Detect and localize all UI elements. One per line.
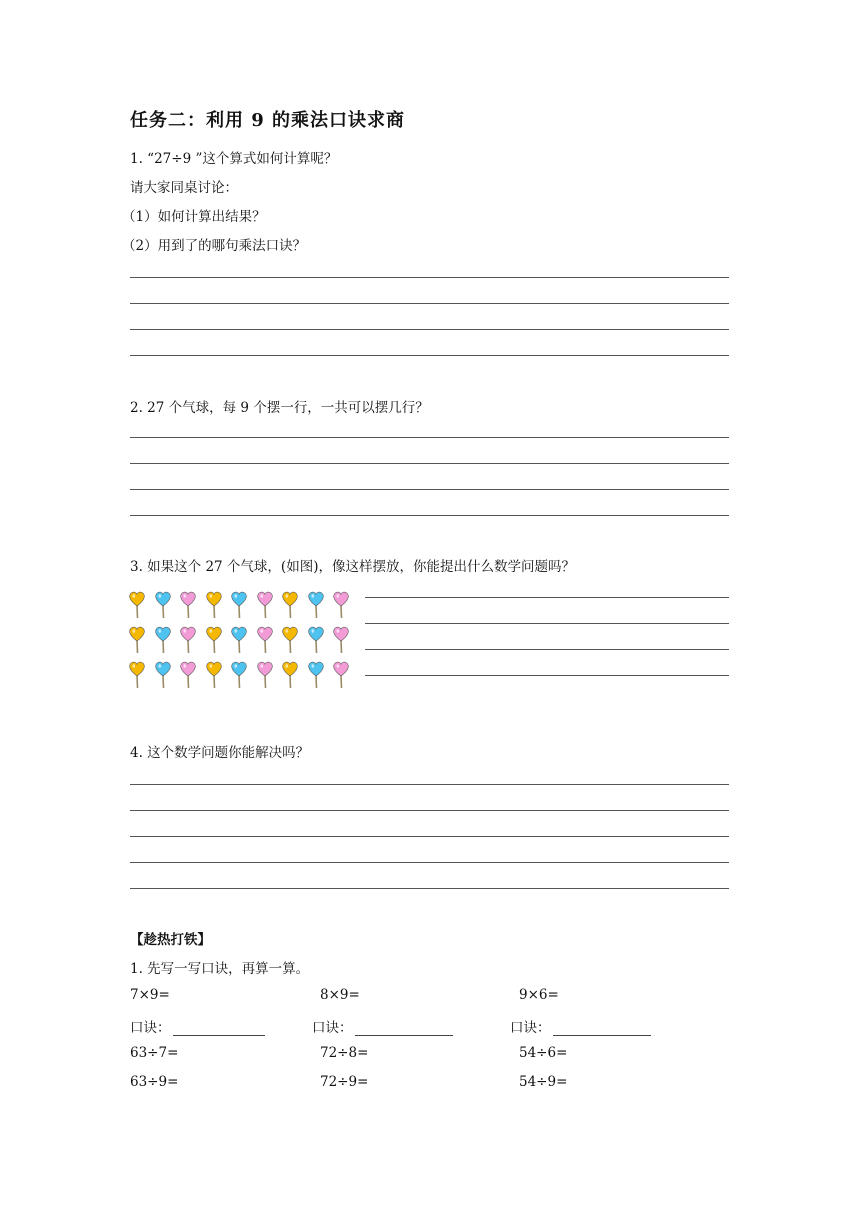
practice-header: 【趁热打铁】 (130, 932, 211, 948)
koujue-row-2 (312, 1016, 453, 1036)
answer-line (130, 810, 729, 811)
balloon-icon (230, 626, 248, 654)
equation: 9×6= (519, 987, 559, 1003)
balloon-icon (307, 661, 325, 689)
koujue-blank[interactable] (355, 1021, 453, 1036)
q1-sub1: （1）如何计算出结果？ (122, 209, 266, 225)
koujue-row-3 (510, 1016, 651, 1036)
balloon-icon (307, 591, 325, 619)
q1-discuss: 请大家同桌讨论： (130, 180, 238, 196)
balloon-icon (154, 661, 172, 689)
balloon-icon (154, 626, 172, 654)
task-title: 任务二：利用 9 的乘法口诀求商 (130, 110, 406, 131)
answer-line (365, 597, 729, 598)
answer-line (130, 784, 729, 785)
balloon-icon (128, 591, 146, 619)
koujue-blank[interactable] (553, 1021, 651, 1036)
balloon-icon (281, 626, 299, 654)
balloon-icon (256, 661, 274, 689)
answer-line (130, 836, 729, 837)
answer-line (365, 649, 729, 650)
balloon-icon (205, 661, 223, 689)
practice-instruction: 1. 先写一写口诀，再算一算。 (130, 961, 310, 977)
balloon-icon (307, 626, 325, 654)
koujue-label: 口诀： (510, 1020, 551, 1036)
balloon-icon (332, 661, 350, 689)
balloon-icon (128, 661, 146, 689)
equation: 63÷9= (130, 1074, 179, 1090)
balloon-icon (154, 591, 172, 619)
balloon-icon (281, 591, 299, 619)
answer-line (130, 303, 729, 304)
balloon-icon (179, 661, 197, 689)
answer-line (130, 437, 729, 438)
answer-line (130, 489, 729, 490)
answer-line (130, 862, 729, 863)
equation: 72÷8= (320, 1045, 369, 1061)
q1-text: 1. “27÷9 ”这个算式如何计算呢？ (130, 151, 338, 167)
balloon-icon (256, 626, 274, 654)
answer-line (130, 277, 729, 278)
answer-line (130, 355, 729, 356)
koujue-label: 口诀： (312, 1020, 353, 1036)
equation: 7×9= (130, 987, 170, 1003)
answer-line (365, 675, 729, 676)
equation: 63÷7= (130, 1045, 179, 1061)
q3-text: 3. 如果这个 27 个气球，(如图)，像这样摆放，你能提出什么数学问题吗？ (130, 559, 575, 575)
balloon-icon (205, 626, 223, 654)
answer-line (130, 329, 729, 330)
balloon-icon (230, 591, 248, 619)
koujue-row-1 (130, 1016, 265, 1036)
equation: 54÷6= (519, 1045, 568, 1061)
answer-line (130, 888, 729, 889)
q1-sub2: （2）用到了的哪句乘法口诀？ (122, 238, 307, 254)
q2-text: 2. 27 个气球，每 9 个摆一行，一共可以摆几行？ (130, 400, 429, 416)
balloon-icon (179, 626, 197, 654)
answer-line (365, 623, 729, 624)
balloon-icon (179, 591, 197, 619)
balloon-icon (128, 626, 146, 654)
koujue-label: 口诀： (130, 1020, 171, 1036)
equation: 72÷9= (320, 1074, 369, 1090)
answer-line (130, 515, 729, 516)
koujue-blank[interactable] (173, 1021, 265, 1036)
equation: 8×9= (320, 987, 360, 1003)
balloon-icon (332, 591, 350, 619)
balloon-icon (205, 591, 223, 619)
equation: 54÷9= (519, 1074, 568, 1090)
q4-text: 4. 这个数学问题你能解决吗？ (130, 745, 310, 761)
balloon-icon (332, 626, 350, 654)
balloon-icon (281, 661, 299, 689)
balloon-icon (256, 591, 274, 619)
balloon-icon (230, 661, 248, 689)
answer-line (130, 463, 729, 464)
